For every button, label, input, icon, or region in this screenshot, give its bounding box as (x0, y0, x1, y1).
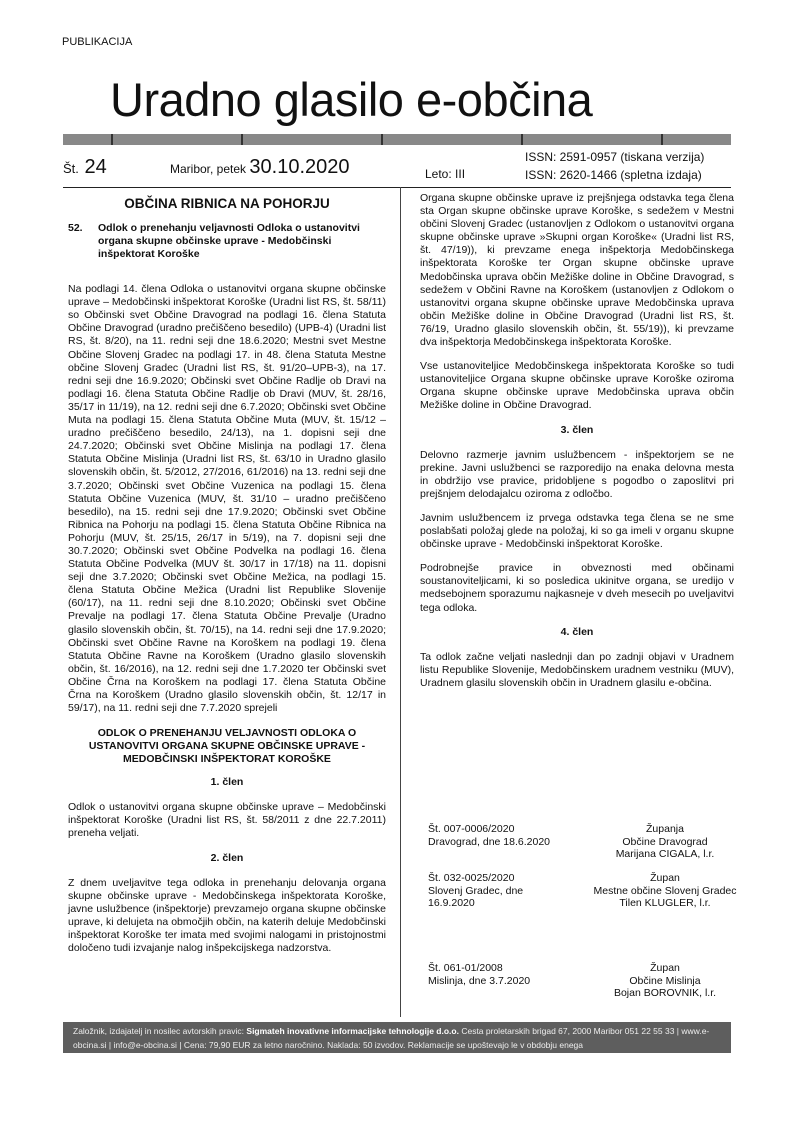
footer (63, 1022, 731, 1053)
signature-ref: Št. 032-0025/2020 (428, 872, 515, 884)
signature-office: Občine Dravograd (622, 835, 708, 848)
issue-prefix: Št. (63, 161, 79, 176)
preamble: Na podlagi 14. člena Odloka o ustanovitvi organa skupne občinske uprave – Medobčinski inšpektorat Koroške (Uradni list RS, št. 58/11) so Občinski svet Občine Dravograd na podlagi 16. člena Statuta Občine Dravograd (uradno prečiščeno besedilo) (UPB-4) (Uradni list RS, št. 8/20), na 11. redni seji dne 18.6.2020; Mestni svet Mestne Občine Slovenj Gradec na podlagi 17. in 48. člena Statuta Mestne občine Slovenj Gradec (Uradni list RS, št. 91/20–UPB-3), na 17. redni seji dne 16.9.2020; Občinski svet Občine Radlje ob Dravi na podlagi 16. člena Statuta Občine Radlje ob Dravi (MUV, št. 28/16, 35/17 in 11/19), na 12. redni seji dne 6.7.2020; Občinski svet Občine Muta na podlagi 15. člena Statuta Občine Muta (MUV, št. 15/12 – uradno prečiščeno besedilo, 24/13), na 1. dopisni seji dne 24.7.2020; Občinski svet Občine Mislinja na podlagi 17. člena Statuta Občine Mislinja (Uradni list RS, št. 63/10 in Uradno glasilo slovenskih občin, št. 5/2012, 27/2016, 61/2016) na 13. redni seji dne 3.7.2020; Občinski svet Občine Vuzenica na podlagi 15. člena Statuta Občine Vuzenica (MUV, št. 31/10 – uradno prečiščeno besedilo), na 15. redni seji dne 17.9.2020; Občinski svet Občine Ribnica na Pohorju na podlagi 15. člena Statuta Občine Ribnica na Pohorju (MUV, št. 25/15, 26/17 in 5/19), na 7. dopisni seji dne 30.7.2020; Občinski svet Občine Podvelka na podlagi 16. člena Statuta Občine Podvelka (MUV št. 30/17 in 17/18) na 11. dopisni seji dne 3.7.2020; Občinski svet Občine Mežica, na podlagi 15. člena Statuta Občine Mežica (Uradni list Republike Slovenije (60/17), na 11. redni seji dne 8.10.2020; Občinski svet Občine Prevalje na podlagi 17. člena Statuta Občine Prevalje (Uradno glasilo slovenskih občin, št. 70/15), na 14. redni seji dne 17.9.2020; Občinski svet Občine Ravne na Koroškem na podlagi 19. člena Statuta Občine Ravne na Koroškem (Uradno glasilo slovenskih občin, št. 16/2016), na 12. redni seji dne 1.7.2020 ter Občinski svet Občine Črna na Koroškem na podlagi 17. člena Statuta Občine Črna na Koroškem (Uradno glasilo slovenskih občin, št. 12/17 in 59/17), na 11. redni seji dne 7.7.2020 sprejeli (68, 283, 386, 715)
signature-role: Župan (650, 872, 680, 884)
masthead-title: Uradno glasilo e-občina (110, 73, 593, 126)
footer-web-link[interactable]: www.e-obcina.si | (73, 1026, 710, 1050)
date-prefix: Maribor, petek (170, 162, 247, 176)
signature-name: Marijana CIGALA, l.r. (615, 848, 715, 860)
act-heading (68, 222, 386, 261)
article-1-heading: 1. člen (210, 776, 244, 789)
signature-role: Županja (646, 823, 684, 835)
publication-label: PUBLIKACIJA (62, 36, 133, 48)
signature-office: Mestne občine Slovenj Gradec (593, 884, 737, 897)
column-divider (400, 187, 401, 1017)
article-2-founders: Vse ustanoviteljice Medobčinskega inšpektorata Koroške so tudi ustanoviteljice Organa skupne občinske uprave Koroške oziroma Organa skupne občinske uprave Medobčinska uprava občin Mežiške doline in Občine Dravograd. (420, 360, 734, 412)
date-value: 30.10.2020 (249, 156, 350, 178)
municipality-heading: OBČINA RIBNICA NA POHORJU (124, 196, 330, 211)
bar-tick (381, 134, 383, 145)
footer-publisher-name: Sigmateh inovativne informacijske tehnologije d.o.o. (246, 1026, 459, 1036)
article-1-text: Odlok o ustanovitvi organa skupne občinske uprave – Medobčinski inšpektorat Koroške (Uradni list RS, št. 58/2011 z dne 22.7.2011) preneha veljati. (68, 801, 386, 840)
article-4-text: Ta odlok začne veljati naslednji dan po zadnji objavi v Uradnem listu Republike Slovenije, Medobčinskem uradnem vestniku (MUV), Uradnem glasilu slovenskih občin in Uradnem glasilu e-občina. (420, 650, 734, 689)
bar-tick (521, 134, 523, 145)
header-rule (63, 187, 731, 188)
issue-date (170, 156, 350, 179)
article-2-heading: 2. člen (210, 851, 244, 864)
signature-ref: Št. 007-0006/2020 (428, 823, 515, 835)
footer-address: Cesta proletarskih brigad 67, 2000 Maribor 051 22 55 33 | (461, 1026, 680, 1036)
article-3-para-3: Podrobnejše pravice in obveznosti med občinami soustanoviteljicami, ki so posledica ukinitve organa, se uredijo v medsebojnem sporazumu najkasneje v dveh mesecih po uveljavitvi tega odloka. (420, 562, 734, 614)
act-number: 52. (68, 222, 83, 235)
issue-value: 24 (84, 156, 107, 178)
decree-title: ODLOK O PRENEHANJU VELJAVNOSTI ODLOKA O USTANOVITVI ORGANA SKUPNE OBČINSKE UPRAVE - MEDOBČINSKI INŠPEKTORAT KOROŠKE (88, 727, 366, 766)
signature-name: Bojan BOROVNIK, l.r. (613, 987, 717, 999)
signature-role: Župan (650, 962, 680, 974)
article-4-heading: 4. člen (560, 625, 594, 638)
signature-place-date: Dravograd, dne 18.6.2020 (428, 835, 551, 848)
article-2-text: Z dnem uveljavitve tega odloka in prenehanju delovanja organa skupne občinske uprave - Medobčinskega inšpektorata Koroške, javne uslužbence (inšpektorje) prevzamejo organa skupne občinske uprave, ki delujeta na območjih občin, na katerih deluje Medobčinski inšpektorat Koroške ter imata med svojimi nalogami in pristojnostmi določeno tudi izvajanje nalog inšpekcijskega nadzorstva. (68, 876, 386, 955)
signature-place-date: Mislinja, dne 3.7.2020 (428, 974, 531, 987)
issue-number (63, 156, 107, 179)
act-title: Odlok o prenehanju veljavnosti Odloka o ustanovitvi organa skupne občinske uprave - Medobčinski inšpektorat Koroške (98, 222, 360, 261)
signature-name: Tilen KLUGLER, l.r. (619, 897, 711, 909)
issn-print: ISSN: 2591-0957 (tiskana verzija) (525, 150, 705, 164)
article-2-continued: Organa skupne občinske uprave iz prejšnjega odstavka tega člena sta Organ skupne občinske uprave Koroške, s sedežem v Mestni občini Slovenj Gradec (ustanovljen z Odlokom o ustanovitvi organa skupne občinske uprave »Skupni organ Koroške« (Uradni list RS, št. 47/19)), ki prevzame enega inšpektorja Medobčinskega inšpektorata Koroške ter Organ skupne občinske uprave Medobčinska uprava občin Mežiške doline in Občine Dravograd, s sedežem v Občini Ravne na Koroškem (ustanovljen z Odlokom o ustanovitvi organa skupne občinske uprave Medobčinska uprava občin Mežiške doline in Občine Dravograd (Uradni list RS, št. 76/19, Uradno glasilo slovenskih občin, št. 55/19)), ki prevzame dva inšpektorja Medobčinskega inšpektorata Koroške. (420, 192, 734, 349)
signature-ref: Št. 061-01/2008 (428, 962, 503, 974)
bar-tick (241, 134, 243, 145)
bar-tick (111, 134, 113, 145)
left-column (68, 197, 386, 966)
footer-publisher-label: Založnik, izdajatelj in nosilec avtorskih pravic: (73, 1026, 245, 1036)
issue-year: Leto: III (425, 167, 466, 181)
article-3-para-1: Delovno razmerje javnim uslužbencem - inšpektorjem se ne prekine. Javni uslužbenci se razporedijo na enaka delovna mesta in obdržijo vse pravice, pridobljene s pogodbo o zaposlitvi pri prejšnjem delodajalcu oziroma z odločbo. (420, 448, 734, 500)
signature-place-date: Slovenj Gradec, dne 16.9.2020 (428, 884, 524, 909)
issn-online: ISSN: 2620-1466 (spletna izdaja) (525, 168, 702, 182)
article-3-para-2: Javnim uslužbencem iz prvega odstavka tega člena se ne sme poslabšati položaj glede na položaj, ki so ga imeli v organu skupne občinske uprave - Medobčinski inšpektorat Koroške. (420, 511, 734, 551)
bar-tick (661, 134, 663, 145)
article-3-heading: 3. člen (560, 423, 594, 436)
signature-office: Občine Mislinja (629, 974, 701, 987)
footer-terms: Cena: 79,90 EUR za letno naročnino. Naklada: 50 izvodov. Reklamacije se upoštevajo le v obdobju enega (183, 1040, 584, 1050)
masthead-bar (63, 134, 731, 145)
footer-email-link[interactable]: info@e-obcina.si | (113, 1040, 182, 1050)
right-column (420, 192, 734, 701)
